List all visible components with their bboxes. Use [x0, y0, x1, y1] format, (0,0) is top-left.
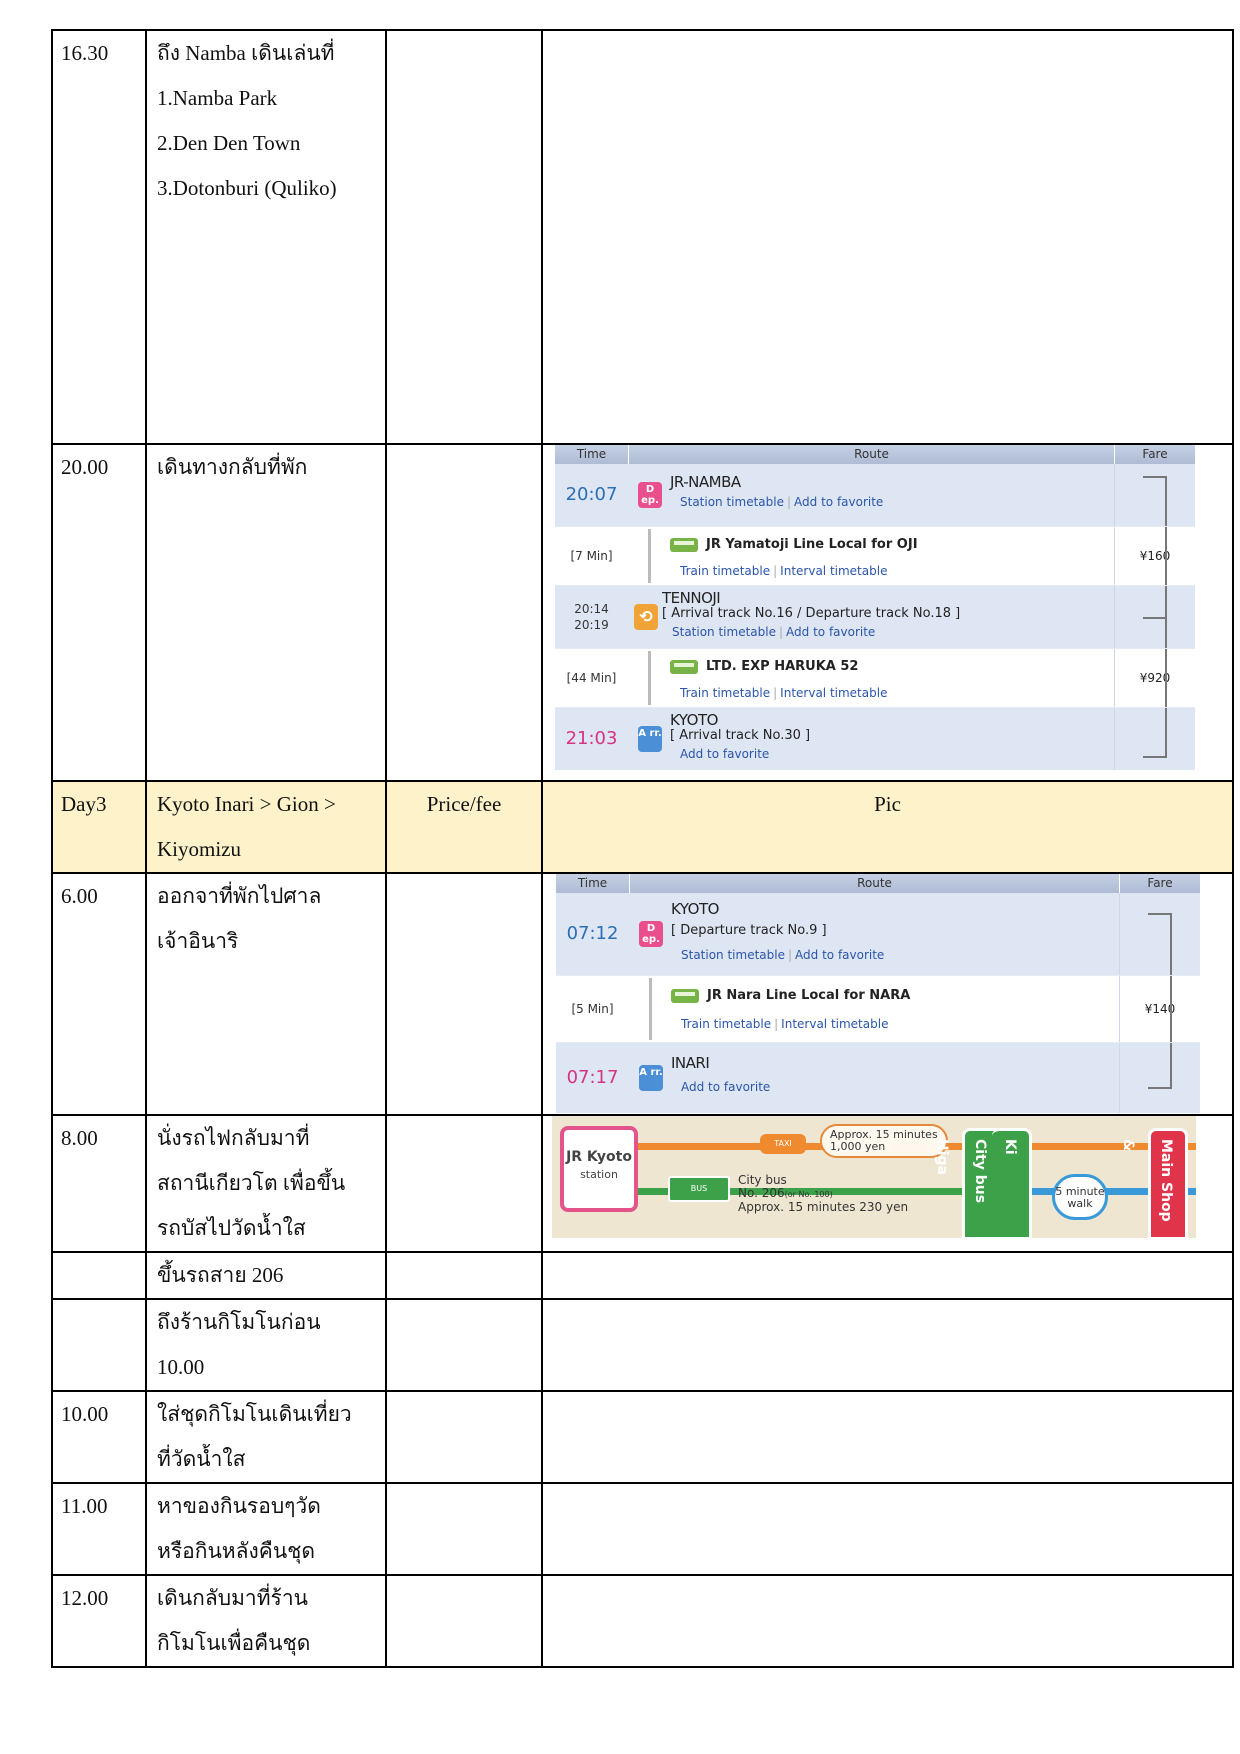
- activity-line: นั่งรถไฟกลับมาที่: [157, 1126, 310, 1150]
- walk-time: 5 minute: [1055, 1185, 1105, 1198]
- train-timetable-link[interactable]: Train timetable: [680, 564, 771, 578]
- add-favorite-link[interactable]: Add to favorite: [681, 1080, 771, 1094]
- itinerary-table: [51, 29, 1234, 1668]
- access-map-image: [552, 1116, 1196, 1238]
- row-6-00: [52, 873, 1233, 1115]
- header-route: Route: [629, 445, 1115, 464]
- activity-line: สถานีเกียวโต เพื่อขึ้น: [157, 1171, 346, 1195]
- row-8-00: [52, 1115, 1233, 1252]
- time-cell: [52, 873, 146, 1115]
- station-name: TENNOJI: [662, 589, 721, 607]
- activity-line: เดินทางกลับที่พัก: [157, 455, 308, 479]
- duration: [44 Min]: [566, 671, 617, 685]
- activity-line: หาของกินรอบๆวัด: [157, 1494, 321, 1518]
- link-separator: |: [773, 564, 778, 578]
- station-row-departure: [555, 464, 1195, 527]
- fare-bracket: [1143, 476, 1167, 526]
- fare-bracket: [1143, 586, 1167, 648]
- main-shop-sign: [1120, 1128, 1188, 1238]
- fare-bracket: [1143, 708, 1167, 758]
- train-timetable-link[interactable]: Train timetable: [680, 686, 771, 700]
- time-cell: [52, 444, 146, 781]
- time-col: [556, 1043, 629, 1113]
- station-name: KYOTO: [670, 711, 718, 729]
- departure-badge-icon: D ep.: [639, 921, 663, 947]
- taxi-icon: TAXI: [760, 1134, 806, 1154]
- train-name: JR Nara Line Local for NARA: [707, 988, 911, 1003]
- price-cell: [386, 1483, 542, 1575]
- train-icon: [670, 660, 698, 674]
- station-links: [671, 939, 1119, 963]
- time-text: 20.00: [61, 455, 109, 479]
- day-text: Day3: [61, 792, 107, 816]
- bus-icon: BUS: [668, 1176, 730, 1202]
- kiyomizu-sign: [992, 1128, 1032, 1238]
- fare-col: [1119, 1043, 1200, 1113]
- train-row: [555, 527, 1195, 586]
- station-timetable-link[interactable]: Station timetable: [680, 495, 784, 509]
- walk-bubble: [1052, 1174, 1108, 1220]
- dep-time: 07:12: [566, 923, 619, 944]
- station-name: INARI: [671, 1054, 710, 1072]
- activity-line: รถบัสไปวัดน้ำใส: [157, 1216, 306, 1240]
- time-text: 11.00: [61, 1494, 108, 1518]
- activity-line: 1.Namba Park: [157, 86, 278, 110]
- activity-line: เจ้าอินาริ: [157, 929, 239, 953]
- route-header: [555, 445, 1195, 464]
- pic-cell: [542, 873, 1233, 1115]
- interval-timetable-link[interactable]: Interval timetable: [780, 564, 888, 578]
- activity-cell: [146, 1115, 386, 1252]
- header-fare: Fare: [1142, 447, 1168, 461]
- link-separator: |: [773, 686, 778, 700]
- activity-cell: [146, 1252, 386, 1299]
- fare-col: [1114, 649, 1195, 707]
- route-header: [556, 874, 1200, 893]
- add-favorite-link[interactable]: Add to favorite: [680, 747, 770, 761]
- station-links: [670, 490, 1114, 510]
- fare-col: [1119, 893, 1200, 975]
- fare-col: [1114, 464, 1195, 526]
- header-time: Time: [555, 445, 629, 464]
- route-col: [629, 976, 1119, 1042]
- time-cell: [52, 1391, 146, 1483]
- jr-title: JR Kyoto: [566, 1149, 632, 1165]
- row-20-00: [52, 444, 1233, 781]
- arr-time: 20:14: [574, 602, 609, 616]
- activity-cell: [146, 1483, 386, 1575]
- train-links: [670, 553, 1114, 579]
- pic-cell: [542, 444, 1233, 781]
- price-header: Price/fee: [426, 792, 502, 816]
- activity-line: 10.00: [157, 1355, 205, 1379]
- activity-line: เดินกลับมาที่ร้าน: [157, 1586, 308, 1610]
- row-12-00: [52, 1575, 1233, 1667]
- activity-line: ใส่ชุดกิโมโนเดินเที่ยว: [157, 1402, 352, 1426]
- fare-value: ¥920: [1139, 671, 1171, 685]
- price-cell: [386, 444, 542, 781]
- link-separator: |: [778, 625, 784, 639]
- track-line: [649, 978, 652, 1040]
- fare-col: [1114, 527, 1195, 585]
- fare-bracket: [1148, 913, 1172, 975]
- arr-time: 21:03: [565, 728, 618, 749]
- departure-badge-icon: D ep.: [638, 482, 662, 508]
- activity-cell: [146, 1575, 386, 1667]
- link-separator: |: [774, 1017, 779, 1031]
- train-icon: [671, 989, 699, 1003]
- train-name-row: [671, 980, 1119, 1004]
- train-row: [555, 649, 1195, 708]
- row-10-00: [52, 1391, 1233, 1483]
- taxi-time: Approx. 15 minutes: [830, 1128, 938, 1141]
- time-col: [555, 586, 628, 648]
- add-favorite-link[interactable]: Add to favorite: [786, 625, 876, 639]
- add-favorite-link[interactable]: Add to favorite: [794, 495, 884, 509]
- station-name: JR-NAMBA: [670, 473, 741, 491]
- route-col: [629, 893, 1119, 975]
- pic-cell: [542, 1252, 1233, 1299]
- activity-cell: [146, 1299, 386, 1391]
- activity-cell: [146, 30, 386, 444]
- time-cell: [52, 30, 146, 444]
- pic-cell: [542, 1391, 1233, 1483]
- time-col: [555, 464, 628, 526]
- arrival-badge-icon: A rr.: [639, 1065, 663, 1091]
- time-text: 6.00: [61, 884, 98, 908]
- route-screenshot-kyoto-inari: [556, 874, 1200, 1113]
- route-col: [628, 649, 1114, 707]
- header-route: Route: [630, 874, 1120, 893]
- train-name-row: [670, 653, 1114, 675]
- fare-bracket: [1143, 527, 1167, 585]
- station-row-arrival: [555, 708, 1195, 770]
- fare-col: [1114, 586, 1195, 648]
- time-cell: [52, 1252, 146, 1299]
- activity-line: ออกจาที่พักไปศาล: [157, 884, 322, 908]
- fare-bracket: [1148, 1043, 1172, 1089]
- train-timetable-link[interactable]: Train timetable: [681, 1017, 772, 1031]
- route-col: [628, 708, 1114, 770]
- link-separator: |: [786, 495, 792, 509]
- price-header-cell: [386, 781, 542, 873]
- track-line: [648, 651, 651, 705]
- pic-cell: [542, 1115, 1233, 1252]
- bus-time-fare: Approx. 15 minutes 230 yen: [738, 1200, 909, 1214]
- fare-col: [1114, 708, 1195, 770]
- route-col: [628, 464, 1114, 526]
- pic-header-cell: [542, 781, 1233, 873]
- activity-cell: [146, 873, 386, 1115]
- time-col: [555, 708, 628, 770]
- fare-col: [1119, 976, 1200, 1042]
- train-icon: [670, 538, 698, 552]
- pic-cell: [542, 1483, 1233, 1575]
- activity-cell: [146, 1391, 386, 1483]
- station-name: KYOTO: [671, 900, 719, 918]
- station-links: [662, 622, 1114, 640]
- price-cell: [386, 1575, 542, 1667]
- activity-line: ขึ้นรถสาย 206: [157, 1263, 284, 1287]
- pic-cell: [542, 30, 1233, 444]
- jr-sub: station: [580, 1168, 618, 1181]
- train-name-row: [670, 531, 1114, 553]
- interval-timetable-link[interactable]: Interval timetable: [780, 686, 888, 700]
- activity-cell: [146, 444, 386, 781]
- bus-number: No. 206: [738, 1186, 785, 1200]
- arr-time: 07:17: [566, 1067, 619, 1088]
- route-col: [628, 586, 1114, 648]
- price-cell: [386, 1299, 542, 1391]
- time-cell: [52, 1115, 146, 1252]
- route-col: [629, 1043, 1119, 1113]
- taxi-fare: 1,000 yen: [830, 1140, 886, 1153]
- time-cell: [52, 1575, 146, 1667]
- time-col: [555, 527, 628, 585]
- price-cell: [386, 1252, 542, 1299]
- interval-timetable-link[interactable]: Interval timetable: [781, 1017, 889, 1031]
- time-text: 10.00: [61, 1402, 109, 1426]
- walk-label: walk: [1067, 1197, 1093, 1210]
- time-text: 8.00: [61, 1126, 98, 1150]
- arrival-badge-icon: A rr.: [638, 726, 662, 752]
- station-row-arrival: [556, 1043, 1200, 1113]
- row-16-30: [52, 30, 1233, 444]
- activity-cell: [146, 781, 386, 873]
- activity-line: ถึงร้านกิโมโนก่อน: [157, 1310, 321, 1334]
- header-time: Time: [556, 874, 630, 893]
- pic-cell: [542, 1299, 1233, 1391]
- time-text: 12.00: [61, 1586, 109, 1610]
- track-line: [648, 529, 651, 583]
- track-info: [ Departure track No.9 ]: [671, 923, 827, 938]
- row-bus-206: [52, 1252, 1233, 1299]
- link-separator: |: [787, 948, 793, 962]
- activity-line: กิโมโนเพื่อคืนชุด: [157, 1631, 311, 1655]
- station-links: [671, 1071, 1119, 1095]
- duration: [7 Min]: [570, 549, 613, 563]
- activity-line: 3.Dotonburi (Quliko): [157, 176, 337, 200]
- station-links: [670, 744, 1114, 762]
- time-cell: [52, 1483, 146, 1575]
- activity-line: หรือกินหลังคืนชุด: [157, 1539, 316, 1563]
- activity-line: Kyoto Inari > Gion >: [157, 792, 336, 816]
- fare-bracket: [1143, 649, 1167, 707]
- train-links: [670, 675, 1114, 701]
- time-text: 16.30: [61, 41, 109, 65]
- track-info: [ Arrival track No.30 ]: [670, 728, 811, 743]
- price-cell: [386, 1391, 542, 1483]
- dep-time: 20:19: [574, 618, 609, 632]
- activity-line: 2.Den Den Town: [157, 131, 301, 155]
- train-row: [556, 976, 1200, 1043]
- pic-cell: [542, 1575, 1233, 1667]
- row-kimono-shop: [52, 1299, 1233, 1391]
- price-cell: [386, 1115, 542, 1252]
- price-cell: [386, 873, 542, 1115]
- fare-bracket: [1148, 976, 1172, 1042]
- dep-time: 20:07: [565, 484, 618, 505]
- track-info: [ Arrival track No.16 / Departure track No.18 ]: [662, 606, 961, 621]
- station-timetable-link[interactable]: Station timetable: [681, 948, 785, 962]
- bus-info: [738, 1174, 908, 1214]
- main-shop-text: Main Shop &: [1120, 1139, 1174, 1222]
- route-col: [628, 527, 1114, 585]
- activity-line: Kiyomizu: [157, 837, 241, 861]
- train-links: [671, 1004, 1119, 1032]
- station-row-transfer: [555, 586, 1195, 649]
- header-fare: Fare: [1147, 876, 1173, 890]
- time-col: [556, 893, 629, 975]
- train-name: JR Yamatoji Line Local for OJI: [706, 537, 918, 552]
- city-bus-text: City bus Higa: [934, 1139, 988, 1204]
- station-row-departure: [556, 893, 1200, 976]
- fare-value: ¥140: [1144, 1002, 1176, 1016]
- route-screenshot-namba-kyoto: [555, 445, 1195, 770]
- kiyomizu-text: Ki: [1002, 1139, 1018, 1155]
- row-day3: [52, 781, 1233, 873]
- fare-value: ¥160: [1139, 549, 1171, 563]
- time-col: [556, 976, 629, 1042]
- time-cell: [52, 1299, 146, 1391]
- pic-header: Pic: [874, 792, 901, 816]
- jr-kyoto-station: [560, 1126, 638, 1212]
- price-cell: [386, 30, 542, 444]
- station-timetable-link[interactable]: Station timetable: [672, 625, 776, 639]
- bus-alt: (or No. 100): [784, 1190, 833, 1199]
- duration: [5 Min]: [571, 1002, 614, 1016]
- activity-line: ที่วัดน้ำใส: [157, 1447, 246, 1471]
- transfer-icon: ⟲: [634, 604, 658, 630]
- bus-type: City bus: [738, 1173, 787, 1187]
- time-col: [555, 649, 628, 707]
- add-favorite-link[interactable]: Add to favorite: [795, 948, 885, 962]
- activity-line: ถึง Namba เดินเล่นที่: [157, 41, 335, 65]
- train-name: LTD. EXP HARUKA 52: [706, 659, 859, 674]
- time-cell: [52, 781, 146, 873]
- row-11-00: [52, 1483, 1233, 1575]
